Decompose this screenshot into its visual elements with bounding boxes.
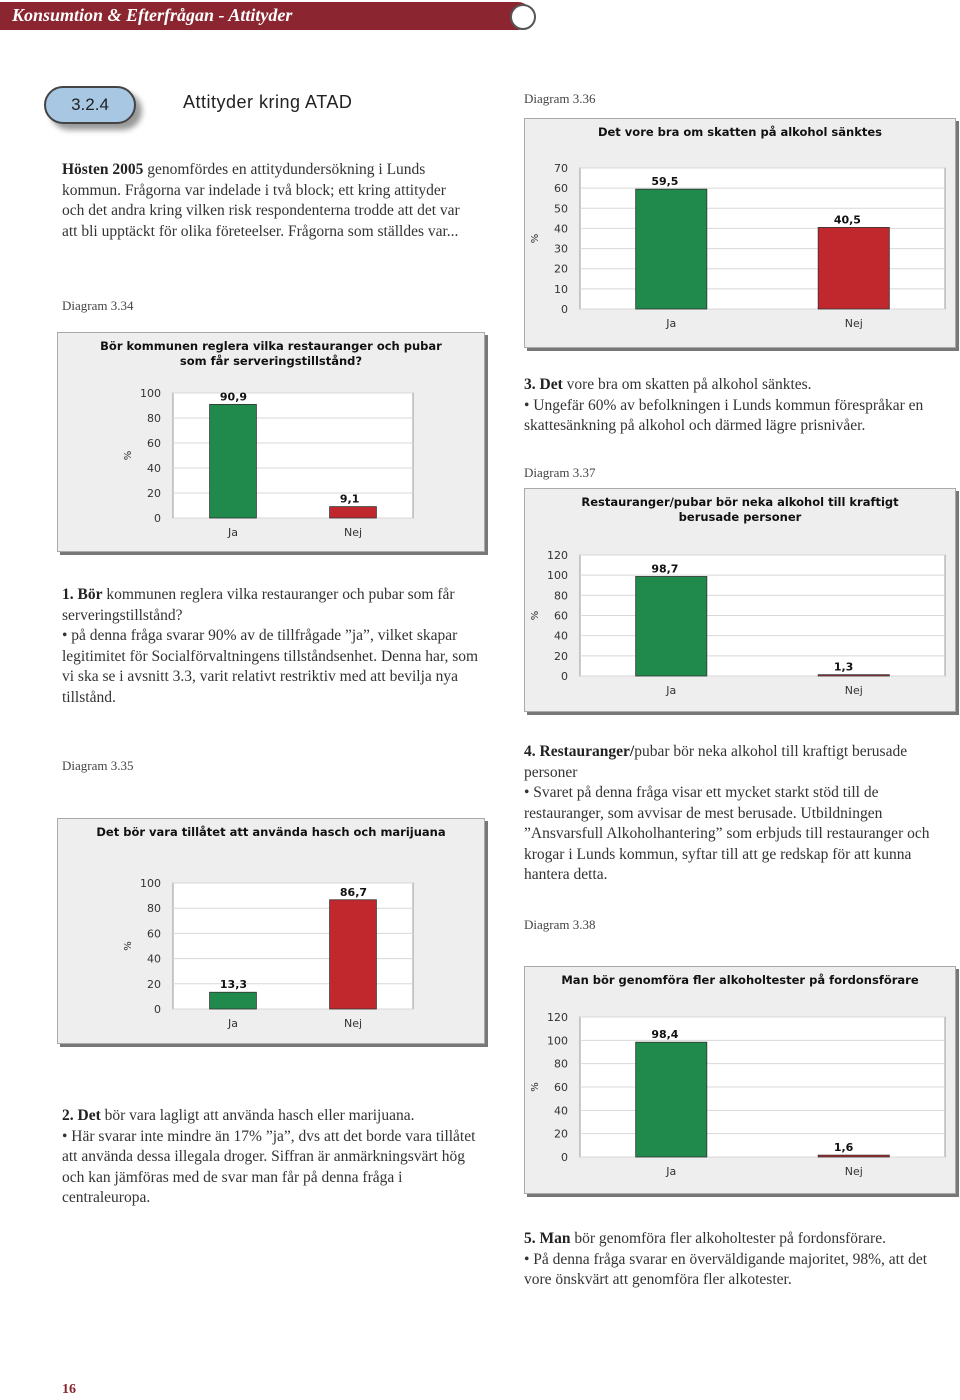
question-1-text: kommunen reglera vilka restauranger och pubar som får serveringstillstånd? [62, 586, 455, 624]
chart-panel-338 [524, 966, 956, 1194]
chart-title: Det vore bra om skatten på alkohol sänktes [597, 125, 883, 139]
y-tick-label: 40 [554, 222, 568, 236]
x-tick-label: Ja [666, 684, 677, 697]
caption-diagram-336: Diagram 3.36 [524, 91, 596, 106]
x-tick-label: Nej [844, 317, 863, 330]
caption-diagram-334: Diagram 3.34 [62, 298, 134, 313]
y-tick-label: 120 [547, 549, 568, 562]
x-tick-label: Nej [844, 1165, 863, 1178]
question-1-bold: 1. Bör [62, 586, 103, 603]
chart-334-svg [58, 333, 486, 553]
x-tick-label: Ja [228, 1017, 238, 1030]
question-3-bold: 3. Det [524, 376, 563, 393]
data-label: 98,7 [651, 562, 679, 576]
chart-panel-337 [524, 488, 956, 712]
y-tick-label: 20 [554, 649, 568, 663]
y-axis-label: % [530, 233, 541, 244]
question-4-bold: 4. Restauranger/ [524, 743, 635, 760]
y-tick-label: 0 [154, 1003, 161, 1016]
y-tick-label: 60 [147, 437, 161, 450]
chart-panel-336 [524, 118, 956, 348]
chart-title: Det bör vara tillåtet att använda hasch och marijuana [96, 825, 446, 839]
data-label: 9,1 [339, 492, 360, 506]
y-tick-label: 80 [147, 902, 161, 916]
question-2-text: bör vara lagligt att använda hasch eller marijuana. [100, 1107, 415, 1124]
y-tick-label: 80 [554, 1057, 568, 1071]
y-tick-label: 80 [147, 412, 161, 425]
bar-ja [636, 1042, 707, 1157]
chart-338-svg [525, 967, 957, 1195]
caption-diagram-338: Diagram 3.38 [524, 917, 596, 932]
y-tick-label: 100 [140, 387, 161, 400]
bar-ja [210, 992, 257, 1009]
caption-diagram-335: Diagram 3.35 [62, 758, 134, 773]
y-tick-label: 10 [554, 282, 568, 296]
x-tick-label: Nej [343, 526, 363, 539]
y-axis-label: % [530, 610, 541, 621]
data-label: 40,5 [833, 213, 861, 227]
y-tick-label: 100 [547, 1034, 568, 1048]
question-5-paragraph [524, 1229, 952, 1291]
bar-nej [330, 900, 377, 1009]
y-tick-label: 70 [554, 162, 568, 175]
y-tick-label: 40 [554, 629, 568, 643]
section-title: Attityder kring ATAD [183, 92, 353, 112]
question-5-bold: 5. Man [524, 1230, 571, 1247]
x-tick-label: Ja [666, 1165, 677, 1178]
y-tick-label: 20 [147, 977, 161, 991]
question-3-body: • Ungefär 60% av befolkningen i Lunds kommun förespråkar en skattesänkning på alkohol och därmed lägre prisnivåer. [524, 396, 924, 434]
caption-diagram-337: Diagram 3.37 [524, 465, 596, 480]
question-2-paragraph [62, 1106, 482, 1209]
question-5-text: bör genomföra fler alkoholtester på fordonsförare. [570, 1230, 886, 1247]
y-tick-label: 0 [561, 670, 568, 683]
chart-panel-334 [57, 332, 485, 552]
y-axis-label: % [530, 1082, 541, 1092]
y-tick-label: 60 [147, 927, 161, 941]
bar-ja [210, 404, 257, 518]
question-4-text: pubar bör neka alkohol till kraftigt berusade personer [524, 743, 908, 781]
x-tick-label: Ja [666, 317, 677, 330]
bar-nej [818, 1155, 889, 1157]
intro-paragraph [62, 160, 472, 242]
y-tick-label: 0 [154, 512, 161, 525]
y-tick-label: 50 [554, 202, 568, 216]
y-tick-label: 80 [554, 589, 568, 603]
data-label: 98,4 [651, 1028, 679, 1042]
bar-nej [818, 227, 889, 309]
chart-panel-335 [57, 818, 485, 1044]
chart-title: Restauranger/pubar bör neka alkohol till kraftigt berusade personer [581, 495, 899, 524]
y-tick-label: 100 [140, 877, 161, 890]
x-tick-label: Nej [844, 684, 863, 697]
intro-bold: Hösten 2005 [62, 161, 144, 178]
y-tick-label: 100 [547, 569, 568, 583]
header-banner [0, 2, 532, 30]
data-label: 86,7 [339, 885, 368, 899]
y-tick-label: 0 [561, 303, 568, 316]
section-number: 3.2.4 [44, 86, 136, 124]
chart-336-svg [525, 119, 957, 349]
data-label: 1,6 [833, 1141, 854, 1155]
chart-335-svg [58, 819, 486, 1045]
question-4-body: • Svaret på denna fråga visar ett mycket starkt stöd till de restauranger, som avvisar de mest berusade. Utbildningen ”Ansvarsfull Alkoholhantering” som erbjuds till restauranger och krogar i Lunds kommun, syftar till att ge redskap för att kunna hantera detta. [524, 784, 930, 883]
y-tick-label: 30 [554, 242, 568, 256]
chart-title: Man bör genomföra fler alkoholtester på fordonsförare [561, 973, 919, 987]
plot-area [580, 168, 945, 309]
question-1-paragraph [62, 585, 482, 708]
x-tick-label: Nej [343, 1017, 363, 1030]
data-label: 59,5 [651, 175, 679, 189]
chart-title: Bör kommunen reglera vilka restauranger och pubar som får serveringstillstånd? [100, 339, 442, 368]
plot-area [173, 393, 413, 518]
question-1-body: • på denna fråga svarar 90% av de tillfrågade ”ja”, vilket skapar legitimitet för Socialförvaltningens tillståndsenhet. Denna har, som vi ska se i avsnitt 3.3, varit relativt restriktiv med att bevilja nya tillstånd. [62, 627, 479, 706]
data-label: 1,3 [833, 660, 854, 674]
header-title: Konsumtion & Efterfrågan - Attityder [12, 5, 293, 25]
question-5-body: • På denna fråga svarar en överväldigande majoritet, 98%, att det vore önskvärt att genomföra fler alkotester. [524, 1250, 928, 1288]
question-2-body: • Här svarar inte mindre än 17% ”ja”, dvs att det borde vara tillåtet att använda dessa illegala droger. Siffran är anmärkningsvärt hög och kan jämföras med de svar man får på denna fråga i centraleuropa. [62, 1127, 476, 1206]
y-tick-label: 40 [147, 952, 161, 966]
plot-area [173, 883, 413, 1009]
question-2-bold: 2. Det [62, 1107, 101, 1124]
y-tick-label: 60 [554, 182, 568, 196]
y-tick-label: 0 [561, 1151, 568, 1164]
bar-ja [636, 576, 707, 676]
bar-nej [818, 675, 889, 676]
y-tick-label: 20 [554, 262, 568, 276]
data-label: 90,9 [219, 390, 248, 404]
y-tick-label: 40 [147, 462, 161, 475]
y-tick-label: 20 [554, 1127, 568, 1141]
y-tick-label: 60 [554, 1081, 568, 1094]
question-3-text: vore bra om skatten på alkohol sänktes. [562, 376, 812, 393]
intro-text: genomfördes en attitydundersökning i Lunds kommun. Frågorna var indelade i två block; ett kring attityder och det andra kring vilken risk respondenterna trodde att det var att bli upptäckt för olika företeelser. Frågorna som ställdes var... [62, 161, 460, 240]
question-4-paragraph [524, 742, 952, 886]
y-axis-label: % [123, 450, 134, 461]
bar-nej [330, 507, 377, 518]
bar-ja [636, 189, 707, 309]
data-label: 13,3 [219, 978, 248, 992]
y-tick-label: 120 [547, 1011, 568, 1024]
y-axis-label: % [123, 941, 134, 951]
question-3-paragraph [524, 375, 952, 437]
y-tick-label: 60 [554, 609, 568, 623]
y-tick-label: 40 [554, 1104, 568, 1118]
y-tick-label: 20 [147, 487, 161, 500]
chart-337-svg [525, 489, 957, 713]
header-circle-ornament [510, 4, 536, 30]
x-tick-label: Ja [228, 526, 238, 539]
page-number: 16 [62, 1382, 76, 1397]
